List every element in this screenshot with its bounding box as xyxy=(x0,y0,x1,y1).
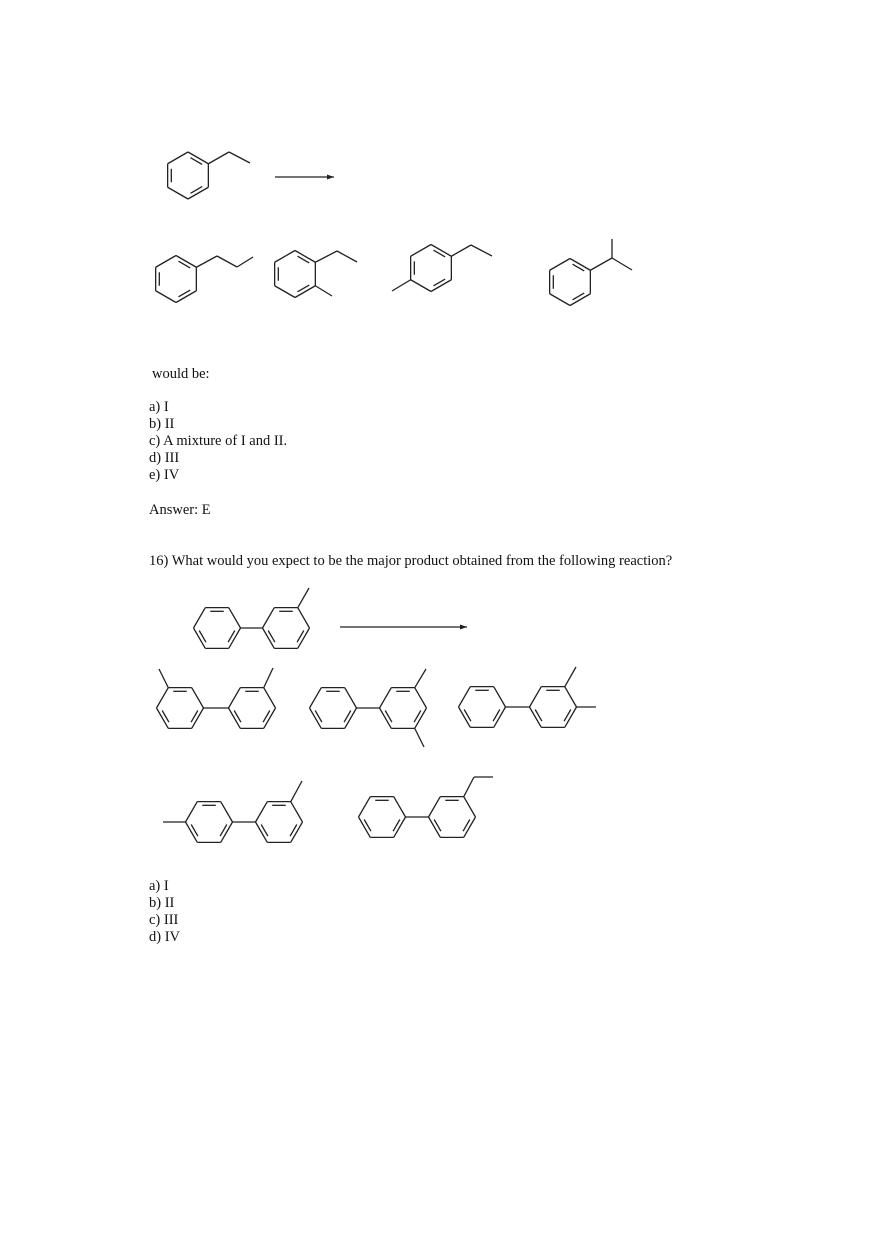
substituent-bond xyxy=(392,280,411,291)
ring-bond xyxy=(310,688,322,708)
ring-bond xyxy=(168,187,188,199)
ring-bond xyxy=(186,802,198,822)
ring-bond xyxy=(157,688,169,708)
substituent-bond xyxy=(471,245,492,256)
ring-bond xyxy=(156,256,176,268)
ring-bond xyxy=(380,688,392,708)
q16-option-c: c) III xyxy=(149,912,179,928)
ring-bond xyxy=(291,802,303,822)
substituent-bond xyxy=(229,152,250,163)
ring-bond xyxy=(345,688,357,708)
substituent-bond xyxy=(196,256,217,267)
ring-bond xyxy=(530,687,542,707)
substituent-bond xyxy=(264,668,273,688)
substituent-bond xyxy=(208,152,229,164)
substituent-bond xyxy=(237,257,253,267)
substituent-bond xyxy=(415,669,426,688)
substituent-bond xyxy=(159,669,168,688)
ring-bond xyxy=(550,294,570,306)
ring-bond xyxy=(494,687,506,707)
q16-option-d: d) IV xyxy=(149,929,181,945)
ring-bond xyxy=(394,797,406,817)
arrow-head xyxy=(460,625,467,630)
substituent-bond xyxy=(565,667,576,687)
ring-bond xyxy=(168,152,188,164)
ring-bond xyxy=(359,797,371,817)
q15-answer: Answer: E xyxy=(149,502,211,518)
substituent-bond xyxy=(315,251,337,262)
ring-bond xyxy=(221,802,233,822)
substituent-bond xyxy=(298,588,309,608)
ring-bond xyxy=(459,687,471,707)
ring-bond xyxy=(565,687,577,707)
ring-bond xyxy=(156,291,176,303)
ring-bond xyxy=(192,688,204,708)
q16-option-a: a) I xyxy=(149,878,169,894)
substituent-bond xyxy=(451,245,471,256)
q15-option-d: d) III xyxy=(149,450,180,466)
substituent-bond xyxy=(291,781,302,802)
q16-option-b: b) II xyxy=(149,895,175,911)
ring-bond xyxy=(298,608,310,628)
substituent-bond xyxy=(337,251,357,262)
substituent-bond xyxy=(590,258,612,270)
ring-bond xyxy=(229,688,241,708)
q15-option-a: a) I xyxy=(149,399,169,415)
ring-bond xyxy=(264,688,276,708)
substituent-bond xyxy=(315,286,332,296)
ring-bond xyxy=(415,688,427,708)
ring-bond xyxy=(411,280,431,292)
ring-bond xyxy=(411,245,431,257)
q15-stem-end: would be: xyxy=(152,366,210,382)
substituent-bond xyxy=(217,256,237,267)
substituent-bond xyxy=(612,258,632,270)
q15-option-e: e) IV xyxy=(149,467,180,483)
ring-bond xyxy=(194,608,206,628)
substituent-bond xyxy=(415,728,424,747)
q16-stem: 16) What would you expect to be the major product obtained from the following reaction? xyxy=(149,553,673,569)
ring-bond xyxy=(229,608,241,628)
ring-bond xyxy=(275,286,295,298)
ring-bond xyxy=(275,251,295,263)
ring-bond xyxy=(429,797,441,817)
ring-bond xyxy=(263,608,275,628)
substituent-bond xyxy=(464,777,474,797)
ring-bond xyxy=(256,802,268,822)
q15-option-c: c) A mixture of I and II. xyxy=(149,433,288,449)
q15-option-b: b) II xyxy=(149,416,175,432)
ring-bond xyxy=(550,259,570,271)
arrow-head xyxy=(327,175,334,180)
ring-bond xyxy=(464,797,476,817)
